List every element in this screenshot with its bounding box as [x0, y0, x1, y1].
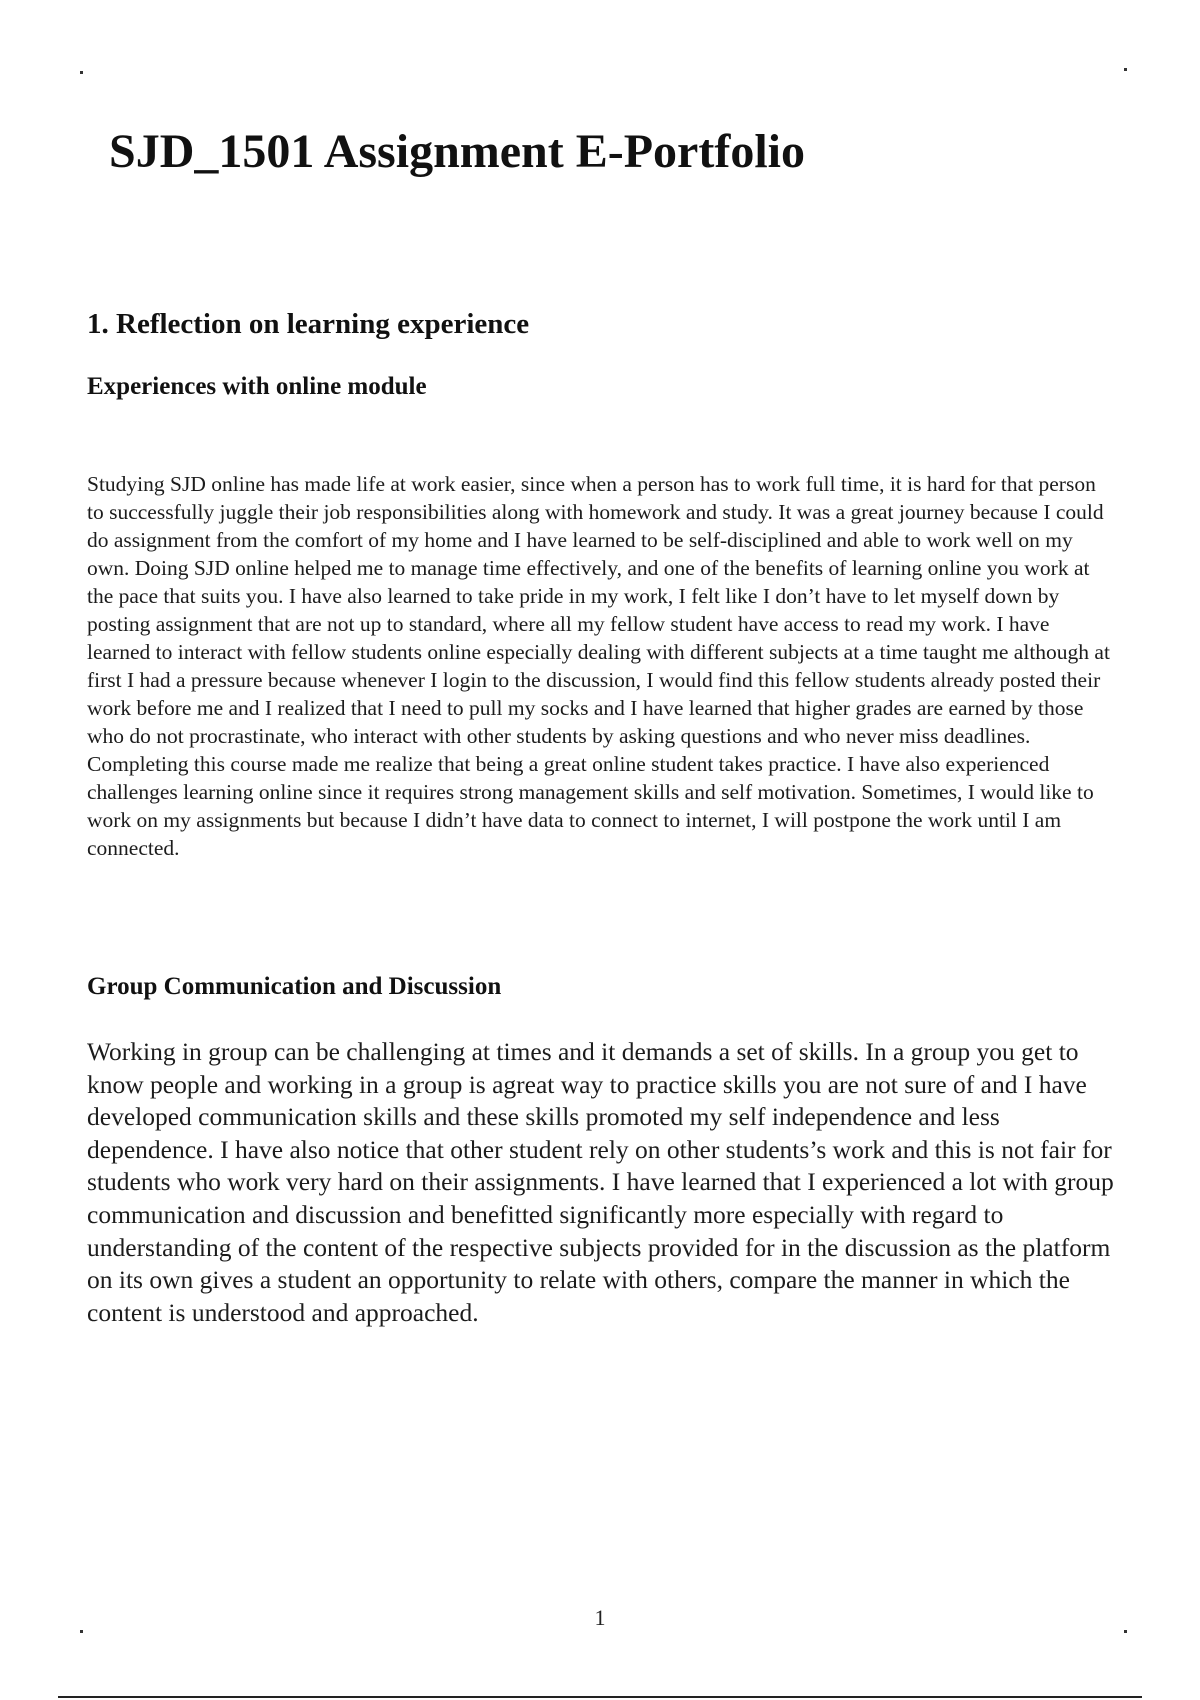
section-heading-reflection: 1. Reflection on learning experience [87, 308, 530, 340]
document-title: SJD_1501 Assignment E-Portfolio [109, 125, 805, 178]
paragraph-online-module: Studying SJD online has made life at work easier, since when a person has to work full time, it is hard for that person to successfully juggle their job responsibilities along with homework and study. It was a great journey because I could do assignment from the comfort of my home and I have learned to be self-disciplined and able to work well on my own. Doing SJD online helped me to manage time effectively, and one of the benefits of learning online you work at the pace that suits you. I have also learned to take pride in my work, I felt like I don’t have to let myself down by posting assignment that are not up to standard, where all my fellow student have access to read my work. I have learned to interact with fellow students online especially dealing with different subjects at a time taught me although at first I had a pressure because whenever I login to the discussion, I would find this fellow students already posted their work before me and I realized that I need to pull my socks and I have learned that higher grades are earned by those who do not procrastinate, who interact with other students by asking questions and who never miss deadlines. Completing this course made me realize that being a great online student takes practice. I have also experienced challenges learning online since it requires strong management skills and self motivation. Sometimes, I would like to work on my assignments but because I didn’t have data to connect to internet, I will postpone the work until I am connected. [87, 472, 1110, 860]
subsection-heading-group-communication: Group Communication and Discussion [87, 973, 502, 1000]
corner-mark-top-right [1124, 68, 1127, 71]
corner-mark-top-left [80, 71, 83, 74]
page-number: 1 [594, 1605, 606, 1630]
subsection-heading-online-module: Experiences with online module [87, 373, 427, 400]
page-bottom-divider [58, 1696, 1142, 1698]
paragraph-group-communication: Working in group can be challenging at times and it demands a set of skills. In a group you get to know people and working in a group is agreat way to practice skills you are not sure of and I have developed communication skills and these skills promoted my self independence and less dependence. I have also notice that other student rely on other students’s work and this is not fair for students who work very hard on their assignments. I have learned that I experienced a lot with group communication and discussion and benefitted significantly more especially with regard to understanding of the content of the respective subjects provided for in the discussion as the platform on its own gives a student an opportunity to relate with others, compare the manner in which the content is understood and approached. [87, 1037, 1114, 1327]
